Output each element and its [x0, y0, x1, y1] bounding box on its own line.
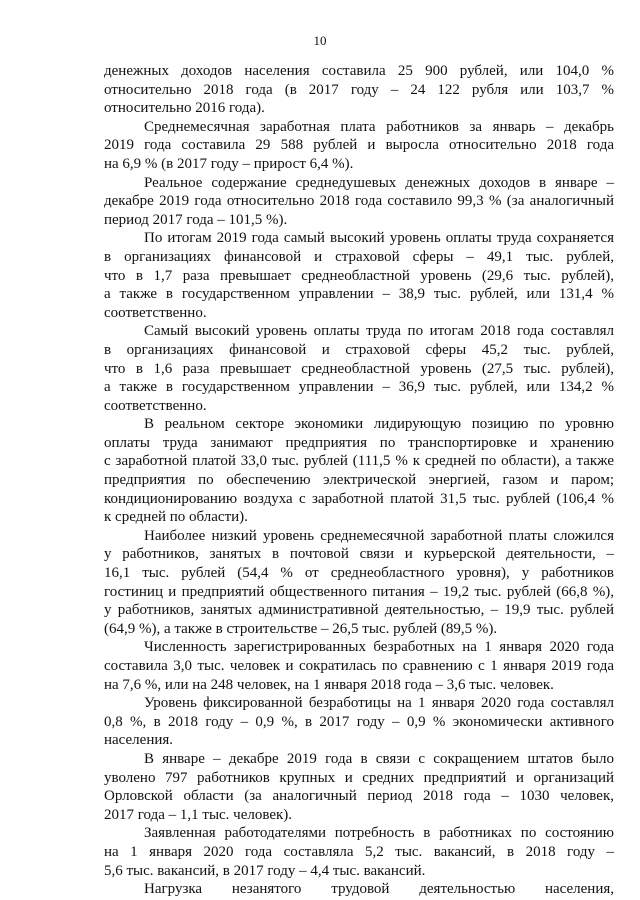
text-line: что в 1,7 раза превышает среднеобластной уровень (29,6 тыс. рублей),	[104, 267, 614, 284]
text-line: у работников, занятых административной деятельностью, – 19,9 тыс. рублей	[104, 602, 614, 619]
text-line: относительно 2018 года (в 2017 году – 24 122 рубля или 103,7 %	[104, 81, 614, 98]
text-line: у работников, занятых в почтовой связи и курьерской деятельности, –	[104, 546, 614, 563]
paragraph	[104, 415, 614, 527]
text-line: период 2017 года – 101,5 %).	[104, 211, 288, 228]
text-line: на 6,9 % (в 2017 году – прирост 6,4 %).	[104, 155, 354, 172]
paragraph	[104, 322, 614, 415]
text-line: Заявленная работодателями потребность в работниках по состоянию	[144, 825, 614, 842]
paragraph	[104, 527, 614, 639]
paragraph	[104, 750, 614, 824]
text-line: населения.	[104, 732, 174, 749]
paragraph	[104, 229, 614, 322]
paragraph	[104, 62, 614, 118]
text-line: уволено 797 работников крупных и средних предприятий и организаций	[104, 769, 614, 786]
text-line: соответственно.	[104, 304, 207, 321]
text-line: а также в государственном управлении – 38,9 тыс. рублей, или 131,4 %	[104, 286, 614, 303]
text-line: к средней по области).	[104, 509, 248, 526]
paragraph	[104, 880, 614, 899]
paragraph	[104, 174, 614, 230]
text-line: Самый высокий уровень оплаты труда по итогам 2018 года составлял	[144, 323, 614, 340]
text-line: на 7,6 %, или на 248 человек, на 1 января 2018 года – 3,6 тыс. человек.	[104, 676, 554, 693]
text-line: Уровень фиксированной безработицы на 1 января 2020 года составлял	[144, 695, 614, 712]
text-line: оплаты труда занимают предприятия по транспортировке и хранению	[104, 434, 614, 451]
text-line: Нагрузка незанятого трудовой деятельностью населения,	[144, 881, 614, 898]
text-line: 2019 года составила 29 588 рублей и выросла относительно 2018 года	[104, 137, 614, 154]
text-line: 5,6 тыс. вакансий, в 2017 году – 4,4 тыс. вакансий.	[104, 862, 426, 879]
text-line: 16,1 тыс. рублей (54,4 % от среднеобластного уровня), у работников	[104, 565, 614, 582]
text-line: Орловской области (за аналогичный период 2018 года – 1030 человек,	[104, 788, 614, 805]
text-line: Реальное содержание среднедушевых денежных доходов в январе –	[144, 174, 614, 191]
text-line: В январе – декабре 2019 года в связи с сокращением штатов было	[144, 750, 614, 767]
paragraph	[104, 638, 614, 694]
paragraph	[104, 824, 614, 880]
text-line: кондиционированию воздуха с заработной платой 31,5 тыс. рублей (106,4 %	[104, 490, 614, 507]
text-line: что в 1,6 раза превышает среднеобластной уровень (27,5 тыс. рублей),	[104, 360, 614, 377]
page-number: 10	[313, 33, 327, 48]
text-line: 0,8 %, в 2018 году – 0,9 %, в 2017 году – 0,9 % экономически активного	[104, 713, 614, 730]
text-line: Среднемесячная заработная плата работников за январь – декабрь	[144, 118, 614, 135]
text-line: 2017 года – 1,1 тыс. человек).	[104, 806, 293, 823]
text-line: Численность зарегистрированных безработных на 1 января 2020 года	[144, 639, 614, 656]
text-line: относительно 2016 года).	[104, 100, 265, 117]
text-line: По итогам 2019 года самый высокий уровень оплаты труда сохраняется	[144, 230, 614, 247]
text-line: на 1 января 2020 года составляла 5,2 тыс. вакансий, в 2018 году –	[104, 843, 614, 860]
text-line: (64,9 %), а также в строительстве – 26,5 тыс. рублей (89,5 %).	[104, 620, 498, 637]
text-line: а также в государственном управлении – 36,9 тыс. рублей, или 134,2 %	[104, 379, 614, 396]
document-body	[104, 62, 614, 899]
text-line: В реальном секторе экономики лидирующую позицию по уровню	[144, 416, 614, 433]
text-line: декабре 2019 года относительно 2018 года составило 99,3 % (за аналогичный	[104, 193, 614, 210]
text-line: гостиниц и предприятий общественного питания – 19,2 тыс. рублей (66,8 %),	[104, 583, 614, 600]
text-line: в организациях финансовой и страховой сферы – 49,1 тыс. рублей,	[104, 248, 614, 265]
text-line: составила 3,0 тыс. человек и сократилась по сравнению с 1 января 2019 года	[104, 658, 614, 674]
paragraph	[104, 118, 614, 174]
text-line: денежных доходов населения составила 25 900 рублей, или 104,0 %	[104, 63, 614, 79]
text-line: Наиболее низкий уровень среднемесячной заработной платы сложился	[144, 527, 614, 544]
text-line: предприятия по обеспечению электрической энергией, газом и паром;	[104, 472, 614, 489]
paragraph	[104, 694, 614, 750]
text-line: соответственно.	[104, 397, 207, 414]
text-line: с заработной платой 33,0 тыс. рублей (111,5 % к средней по области), а также	[104, 453, 614, 470]
text-line: в организациях финансовой и страховой сферы 45,2 тыс. рублей,	[104, 341, 614, 358]
